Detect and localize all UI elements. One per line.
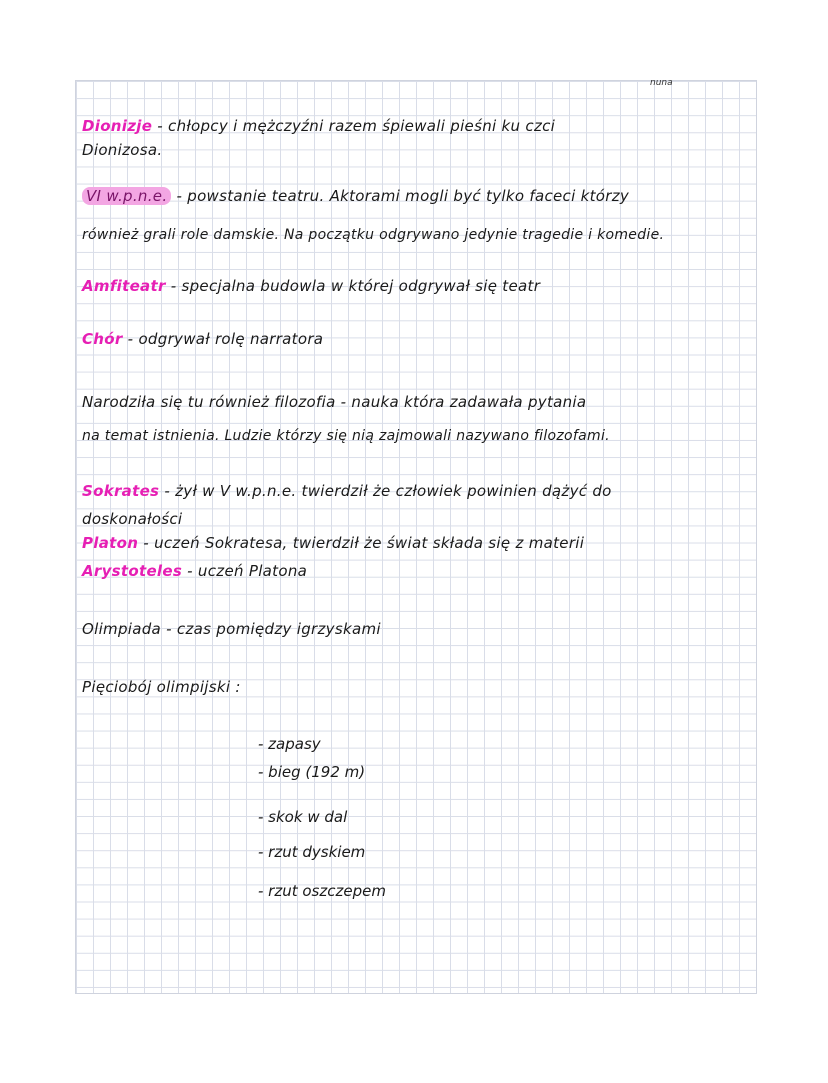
note-line	[82, 117, 555, 135]
note-text: - odgrywał rolę narratora	[122, 330, 324, 348]
corner-note: nuna	[650, 78, 673, 88]
list-item: - rzut dyskiem	[258, 843, 366, 861]
term: Dionizje	[82, 117, 153, 135]
note-text: Pięciobój olimpijski :	[82, 678, 241, 696]
list-item: - rzut oszczepem	[258, 882, 386, 900]
list-item: - skok w dal	[258, 808, 348, 826]
term: Chór	[82, 330, 123, 348]
note-line	[82, 482, 612, 500]
note-text: Olimpiada - czas pomiędzy igrzyskami	[82, 620, 381, 638]
note-line	[82, 393, 586, 411]
note-line	[82, 428, 610, 444]
note-line	[82, 510, 182, 528]
note-line	[82, 678, 241, 696]
note-text: - chłopcy i mężczyźni razem śpiewali pieśni ku czci	[152, 117, 556, 135]
note-text: również grali role damskie. Na początku odgrywano jedynie tragedie i komedie.	[82, 227, 665, 243]
note-text: doskonałości	[82, 510, 183, 528]
note-line	[82, 227, 664, 243]
note-line	[82, 187, 629, 205]
term: VI w.p.n.e.	[82, 187, 171, 205]
note-text: Narodziła się tu również filozofia - nauka która zadawała pytania	[82, 393, 587, 411]
note-text: - uczeń Sokratesa, twierdził że świat składa się z materii	[138, 534, 585, 552]
note-line	[82, 562, 307, 580]
term: Sokrates	[82, 482, 160, 500]
note-text: - uczeń Platona	[182, 562, 308, 580]
term: Platon	[82, 534, 139, 552]
list-item: - bieg (192 m)	[258, 763, 366, 781]
term: Arystoteles	[82, 562, 183, 580]
note-line	[82, 620, 381, 638]
note-line	[82, 330, 323, 348]
note-text: - powstanie teatru. Aktorami mogli być tylko faceci którzy	[171, 187, 630, 205]
note-text: - żył w V w.p.n.e. twierdził że człowiek powinien dążyć do	[159, 482, 612, 500]
term: Amfiteatr	[82, 277, 166, 295]
list-item: - zapasy	[258, 735, 321, 753]
note-line	[82, 141, 162, 159]
note-text: - specjalna budowla w której odgrywał się teatr	[165, 277, 541, 295]
note-line	[82, 534, 584, 552]
note-line	[82, 277, 540, 295]
note-text: na temat istnienia. Ludzie którzy się nią zajmowali nazywano filozofami.	[82, 428, 610, 444]
note-text: Dionizosa.	[82, 141, 163, 159]
